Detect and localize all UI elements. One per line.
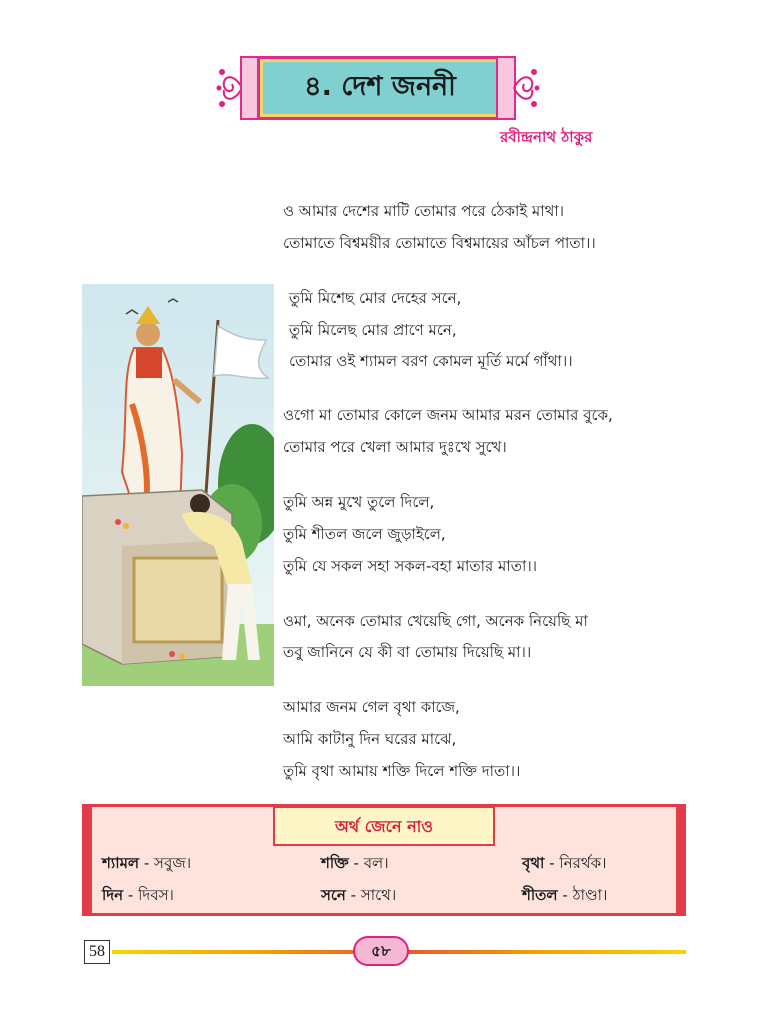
page-number: 58 [84, 940, 110, 964]
meaning-definition: - ঠাণ্ডা। [562, 886, 608, 904]
meaning-word: শক্তি [321, 854, 349, 872]
poem-line: ওগো মা তোমার কোলে জনম আমার মরন তোমার বুকে, [283, 406, 613, 424]
meaning-word: বৃথা [522, 854, 545, 872]
meaning-word: দিন [102, 886, 124, 904]
poem-line: ও আমার দেশের মাটি তোমার পরে ঠেকাই মাথা। [283, 202, 565, 220]
meanings-title: অর্থ জেনে নাও [334, 817, 434, 836]
poem-line: তবু জানিনে যে কী বা তোমায় দিয়েছি মা।। [283, 643, 532, 661]
poem-line: আমি কাটানু দিন ঘরের মাঝে, [283, 730, 457, 748]
poem-line: তুমি মিলেছ মোর প্রাণে মনে, [289, 321, 457, 339]
page-number-badge: ৫৮ [353, 936, 409, 966]
poem-line: তুমি মিশেছ মোর দেহের সনে, [289, 289, 462, 307]
meaning-item [522, 852, 606, 877]
poem-line: তুমি বৃথা আমায় শক্তি দিলে শক্তি দাতা।। [283, 762, 521, 780]
poem-line: তুমি যে সকল সহা সকল-বহা মাতার মাতা।। [283, 557, 538, 575]
poem-line: আমার জনম গেল বৃথা কাজে, [283, 698, 460, 716]
meaning-item [321, 852, 389, 877]
poem-line: তোমার পরে খেলা আমার দুঃখে সুখে। [283, 438, 507, 456]
poem-line: ওমা, অনেক তোমার খেয়েছি গো, অনেক নিয়েছি মা [283, 612, 588, 630]
meaning-definition: - সাথে। [350, 886, 397, 904]
meaning-word: শীতল [522, 886, 558, 904]
poem-line: তুমি অন্ন মুখে তুলে দিলে, [283, 493, 435, 511]
author-name: রবীন্দ্রনাথ ঠাকুর [500, 128, 593, 146]
meaning-item [102, 884, 174, 909]
meaning-definition: - দিবস। [127, 886, 174, 904]
meanings-box-bottom-border [82, 913, 686, 916]
poem-line: তোমার ওই শ্যামল বরণ কোমল মূর্তি মর্মে গাঁথা।। [289, 352, 573, 370]
poem-line: তোমাতে বিশ্বময়ীর তোমাতে বিশ্বমায়ের আঁচল পাতা।। [283, 234, 596, 252]
title-banner [257, 56, 503, 120]
page-title: ৪. দেশ জননী [304, 70, 456, 102]
ornament-right-icon [512, 62, 540, 114]
meaning-definition: - সবুজ। [143, 854, 192, 872]
meaning-item [522, 884, 607, 909]
meaning-word: সনে [321, 886, 346, 904]
meaning-item [102, 852, 191, 877]
meaning-definition: - নিরর্থক। [549, 854, 607, 872]
meaning-definition: - বল। [353, 854, 389, 872]
meaning-word: শ্যামল [102, 854, 140, 872]
poem-line: তুমি শীতল জলে জুড়াইলে, [283, 525, 446, 543]
mother-india-illustration [82, 284, 274, 686]
meaning-item [321, 884, 396, 909]
